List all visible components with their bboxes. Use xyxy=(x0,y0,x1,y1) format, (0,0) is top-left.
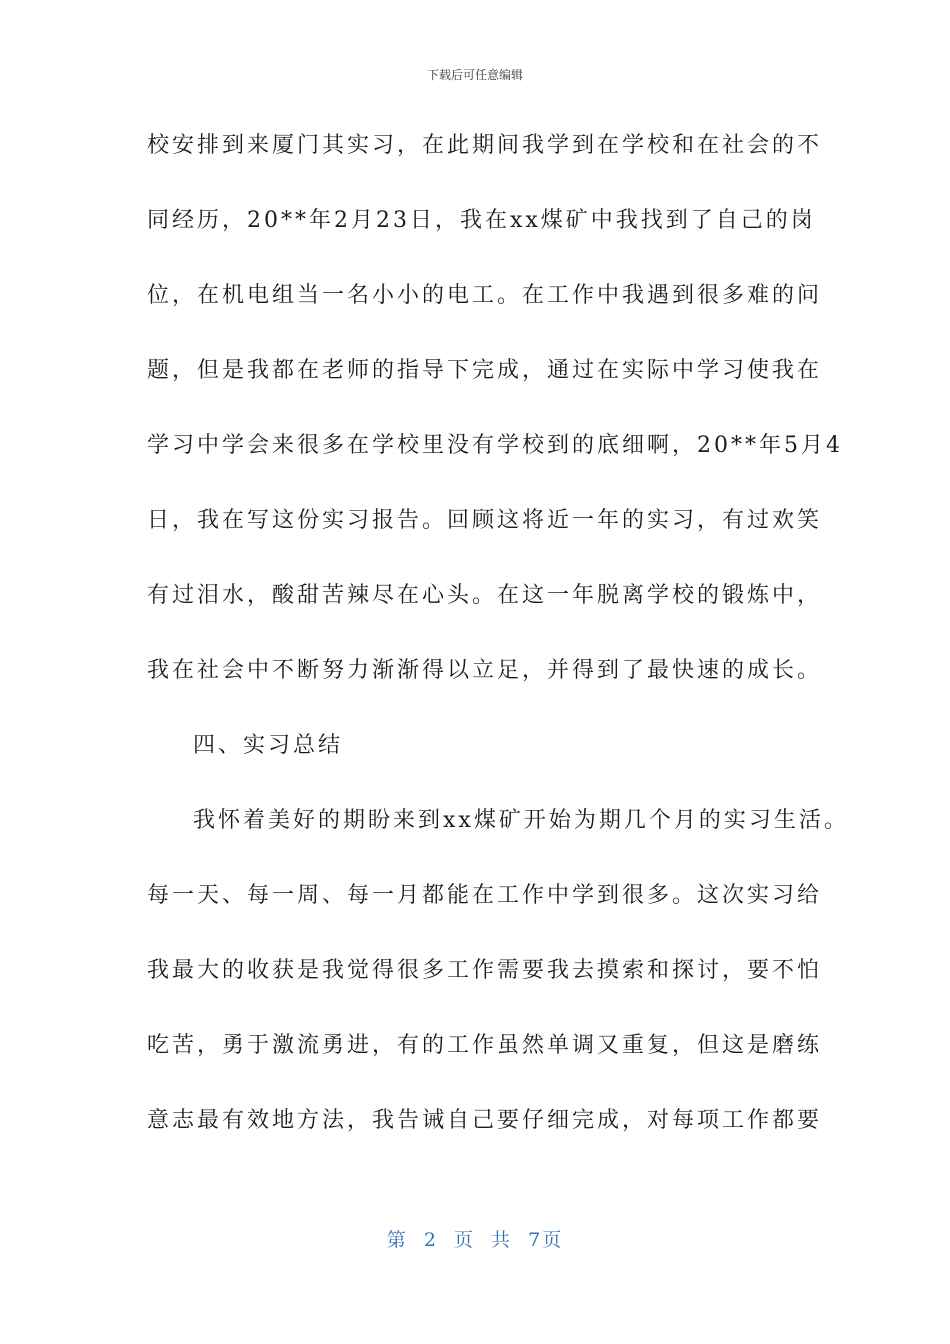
text-line-4: 题，但是我都在老师的指导下完成，通过在实际中学习使我在 xyxy=(147,358,823,383)
text-line-1: 校安排到来厦门其实习，在此期间我学到在学校和在社会的不 xyxy=(147,133,823,158)
text-line-14: 意志最有效地方法，我告诫自己要仔细完成，对每项工作都要 xyxy=(147,1108,823,1133)
footer-current-page: 2 xyxy=(423,1229,438,1251)
footer-total-word: 共 xyxy=(491,1229,513,1251)
page-header-note: 下载后可任意编辑 xyxy=(426,68,523,82)
footer-page-word: 页 xyxy=(453,1229,475,1251)
text-line-2: 同经历，20**年2月23日，我在xx煤矿中我找到了自己的岗 xyxy=(147,208,816,233)
page-footer xyxy=(0,1225,950,1252)
section-heading: 四、实习总结 xyxy=(193,733,344,758)
text-line-12: 我最大的收获是我觉得很多工作需要我去摸索和探讨，要不怕 xyxy=(147,958,823,983)
text-line-3: 位，在机电组当一名小小的电工。在工作中我遇到很多难的问 xyxy=(147,283,823,308)
footer-total-pages: 7页 xyxy=(528,1229,564,1251)
footer-prefix: 第 xyxy=(386,1229,408,1251)
text-line-6: 日，我在写这份实习报告。回顾这将近一年的实习，有过欢笑 xyxy=(147,508,823,533)
text-line-5: 学习中学会来很多在学校里没有学校到的底细啊，20**年5月4 xyxy=(147,433,843,458)
document-body xyxy=(147,126,849,1176)
text-line-11: 每一天、每一周、每一月都能在工作中学到很多。这次实习给 xyxy=(147,883,823,908)
text-line-13: 吃苦，勇于激流勇进，有的工作虽然单调又重复，但这是磨练 xyxy=(147,1033,823,1058)
text-line-10: 我怀着美好的期盼来到xx煤矿开始为期几个月的实习生活。 xyxy=(193,808,849,833)
text-line-8: 我在社会中不断努力渐渐得以立足，并得到了最快速的成长。 xyxy=(147,658,823,683)
text-line-7: 有过泪水，酸甜苦辣尽在心头。在这一年脱离学校的锻炼中， xyxy=(147,583,823,608)
